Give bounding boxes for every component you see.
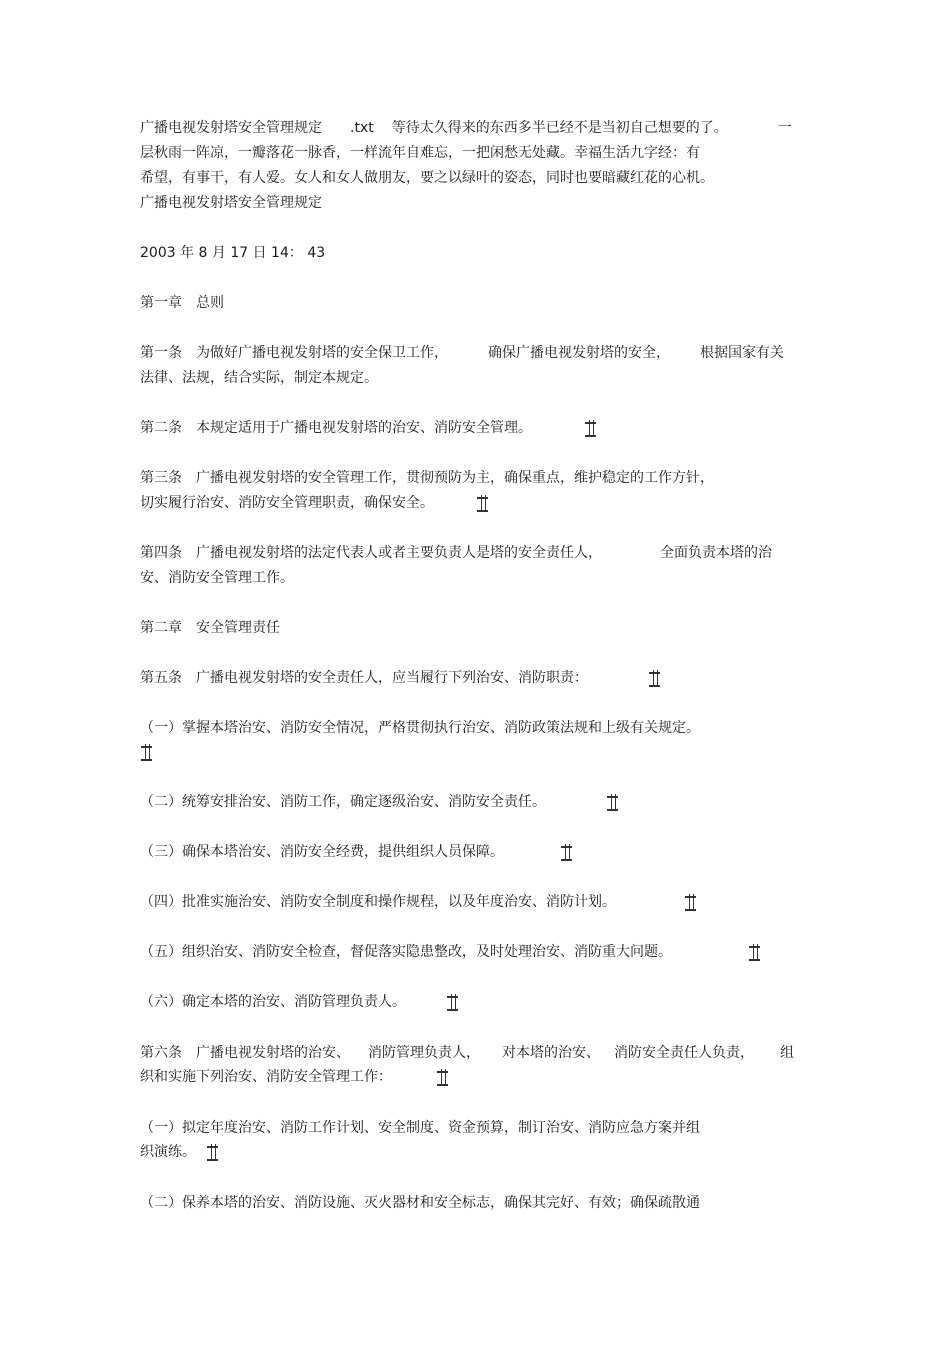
article-4-part-a: 第四条 广播电视发射塔的法定代表人或者主要负责人是塔的安全责任人， [140,545,602,561]
article-5-item-3 [140,842,574,862]
glyph-mark-icon [140,744,154,760]
glyph-mark-icon [206,1144,220,1160]
item-text: （二）统筹安排治安、消防工作，确定逐级治安、消防安全责任。 [140,794,546,810]
date-line: 2003 年 8 月 17 日 14： 43 [140,245,326,261]
article-1-part-a: 第一条 为做好广播电视发射塔的安全保卫工作， [140,345,448,361]
article-6-item-1-line-2 [140,1142,220,1162]
article-1-line-1 [140,343,784,363]
doc-title: 广播电视发射塔安全管理规定 [140,195,322,211]
article-6-part-e: 组 [780,1045,794,1061]
intro-line-3: 希望，有事干，有人爱。女人和女人做朋友，要之以绿叶的姿态，同时也要暗藏红花的心机。 [140,170,714,186]
chapter-2-heading: 第二章 安全管理责任 [140,620,280,636]
item-text: （三）确保本塔治安、消防安全经费，提供组织人员保障。 [140,844,504,860]
article-6-item-1-line-1: （一）拟定年度治安、消防工作计划、安全制度、资金预算，制订治安、消防应急方案并组 [140,1120,700,1136]
glyph-mark-icon [436,1069,450,1085]
article-6-part-f: 织和实施下列治安、消防安全管理工作： [140,1069,392,1085]
article-3-line-2 [140,493,490,513]
article-5 [140,668,662,688]
article-5-item-2 [140,792,620,812]
article-6-part-b: 消防管理负责人， [368,1045,480,1061]
intro-text-tail: 一 [777,120,792,136]
chapter-1-heading: 第一章 总则 [140,295,224,311]
doc-title-inline: 广播电视发射塔安全管理规定 [140,120,322,136]
article-6-item-2: （二）保养本塔的治安、消防设施、灭火器材和安全标志，确保其完好、有效；确保疏散通 [140,1195,700,1211]
item-text: （五）组织治安、消防安全检查，督促落实隐患整改，及时处理治安、消防重大问题。 [140,944,672,960]
article-1-part-c: 根据国家有关 [700,345,784,361]
article-2 [140,418,598,438]
article-3-line-1: 第三条 广播电视发射塔的安全管理工作，贯彻预防为主，确保重点，维护稳定的工作方针， [140,470,714,486]
intro-line-1 [140,118,792,138]
article-6-line-1 [140,1043,794,1063]
intro-text: 等待太久得来的东西多半已经不是当初自己想要的了。 [391,120,728,136]
article-5-item-5 [140,942,762,962]
article-6-part-c: 对本塔的治安、 [502,1045,600,1061]
file-extension: .txt [350,120,374,136]
glyph-mark-icon [684,894,698,910]
glyph-mark-icon [648,670,662,686]
glyph-mark-icon [584,420,598,436]
article-4-line-2: 安、消防安全管理工作。 [140,570,294,586]
intro-line-2: 层秋雨一阵凉，一瓣落花一脉香，一样流年自难忘，一把闲愁无处藏。幸福生活九字经：有 [140,145,700,161]
glyph-mark-icon [446,994,460,1010]
glyph-mark-icon [560,844,574,860]
article-6-part-a: 第六条 广播电视发射塔的治安、 [140,1045,350,1061]
article-5-text: 第五条 广播电视发射塔的安全责任人，应当履行下列治安、消防职责： [140,670,588,686]
article-6-part-d: 消防安全责任人负责， [614,1045,754,1061]
article-5-item-1-tail [140,742,154,762]
article-3-text: 切实履行治安、消防安全管理职责，确保安全。 [140,495,434,511]
item-text: （六）确定本塔的治安、消防管理负责人。 [140,994,406,1010]
article-2-text: 第二条 本规定适用于广播电视发射塔的治安、消防安全管理。 [140,420,532,436]
article-4-line-1 [140,543,772,563]
article-1-line-2: 法律、法规，结合实际，制定本规定。 [140,370,378,386]
article-5-item-4 [140,892,698,912]
item-text: 织演练。 [140,1144,196,1160]
glyph-mark-icon [748,944,762,960]
article-6-line-2 [140,1067,450,1087]
article-4-part-b: 全面负责本塔的治 [660,545,772,561]
article-5-item-6 [140,992,460,1012]
glyph-mark-icon [606,794,620,810]
item-text: （四）批准实施治安、消防安全制度和操作规程，以及年度治安、消防计划。 [140,894,616,910]
article-1-part-b: 确保广播电视发射塔的安全， [488,345,670,361]
article-5-item-1: （一）掌握本塔治安、消防安全情况，严格贯彻执行治安、消防政策法规和上级有关规定。 [140,720,700,736]
glyph-mark-icon [476,495,490,511]
